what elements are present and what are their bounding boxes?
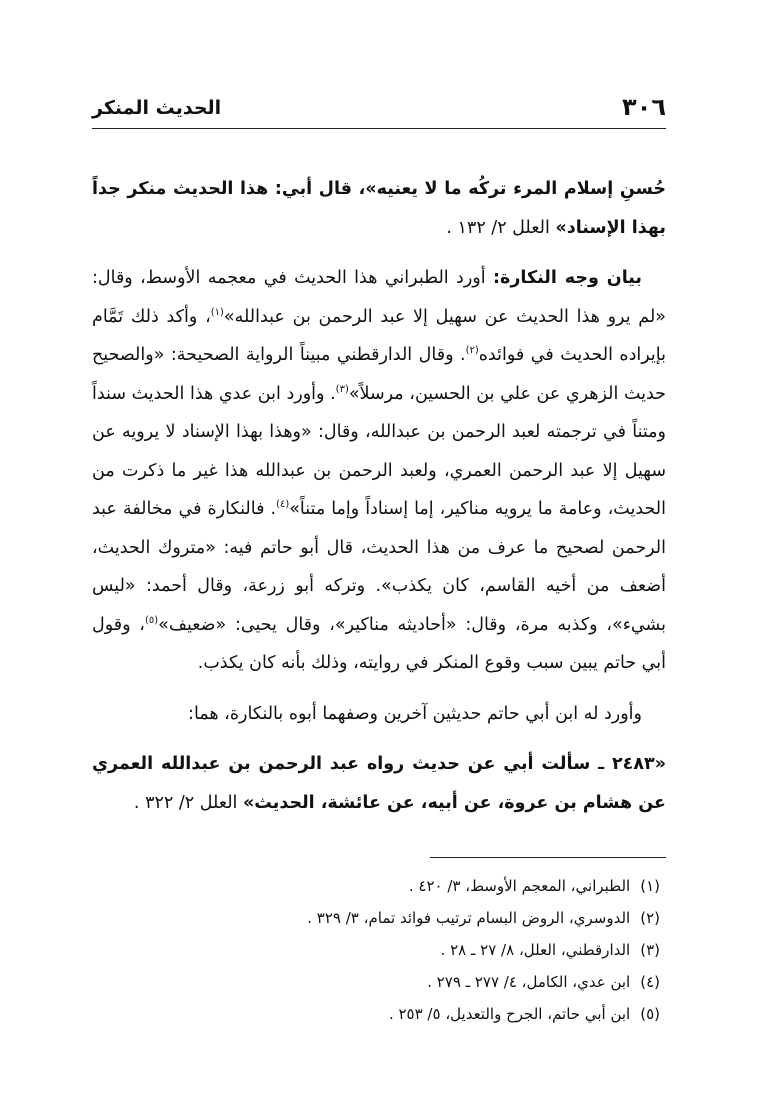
text-run: . وقال الدارقطني مبيناً الرواية الصحيحة: «والصحيح حديث الزهري عن علي بن الحسين، مرسلاً» bbox=[92, 345, 667, 404]
footnote-number: (٣) bbox=[640, 941, 660, 959]
footnote-item bbox=[92, 998, 666, 1030]
paragraph-3: وأورد له ابن أبي حاتم حديثين آخرين وصفهما أبوه بالنكارة، هما: bbox=[188, 703, 642, 724]
quoted-question-text: «٢٤٨٣ ـ سألت أبي عن حديث رواه عبد الرحمن بن عبدالله العمري عن هشام بن عروة، عن أبيه، عن عائشة، الحديث» bbox=[92, 754, 666, 813]
footnote-number: (٢) bbox=[640, 909, 660, 927]
footnote-number: (١) bbox=[640, 877, 660, 895]
section-lead: بيان وجه النكارة: bbox=[492, 268, 642, 288]
text-run: . وأورد ابن عدي هذا الحديث سنداً ومتناً في ترجمته لعبد الرحمن بن عبدالله، وقال: «وهذا بهذا الإسناد لا يرويه عن سهيل إلا عبد الرحمن العمري، ولعبد الرحمن بن عبدالله هذا غير ما ذكرت من الحديث، وعامة ما يرويه مناكير، إما إسناداً وإما متناً» bbox=[92, 383, 666, 519]
reference: العلل ٢/ ٣٢٢ . bbox=[133, 792, 243, 813]
page-header bbox=[92, 92, 666, 126]
footnote-number: (٤) bbox=[640, 973, 660, 991]
footnote-item bbox=[92, 870, 666, 902]
main-text bbox=[92, 170, 666, 822]
header-divider bbox=[92, 128, 666, 129]
footnote-text: ابن عدي، الكامل، ٤/ ٢٧٧ ـ ٢٧٩ . bbox=[427, 973, 631, 991]
footnote-number: (٥) bbox=[640, 1005, 660, 1023]
footnote-marker-3[interactable]: (٣) bbox=[335, 383, 349, 395]
text-run: ، وقول أبي حاتم يبين سبب وقوع المنكر في روايته، وذلك بأنه كان يكذب. bbox=[92, 614, 666, 673]
quoted-hadith-text: حُسنِ إسلام المرء تركُه ما لا يعنيه»، قال أبي: هذا الحديث منكر جداً بهذا الإسناد» bbox=[92, 179, 666, 238]
text-run: ، وأكد ذلك تَمَّام بإيراده الحديث في فوائده bbox=[92, 306, 666, 365]
text-run: أورد الطبراني هذا الحديث في معجمه الأوسط، وقال: «لم يرو هذا الحديث عن سهيل إلا عبد الرحمن بن عبدالله» bbox=[92, 268, 666, 327]
footnote-marker-5[interactable]: (٥) bbox=[144, 614, 159, 626]
footnote-item bbox=[92, 934, 666, 966]
footnote-item bbox=[92, 902, 666, 934]
paragraph-2 bbox=[92, 259, 666, 683]
reference: العلل ٢/ ١٣٢ . bbox=[446, 217, 556, 238]
paragraph-1 bbox=[92, 170, 666, 247]
footnote-text: الطبراني، المعجم الأوسط، ٣/ ٤٢٠ . bbox=[408, 877, 631, 895]
page-number: ٣٠٦ bbox=[622, 93, 666, 121]
text-run: . فالنكارة في مخالفة عبد الرحمن لصحيح ما عرف من هذا الحديث، قال أبو حاتم فيه: «متروك الحديث، أضعف من أخيه القاسم، كان يكذب». وتركه أبو زرعة، وقال أحمد: «ليس بشيء»، وكذبه مرة، وقال: «أحاديثه مناكير»، وقال يحيى: «ضعيف» bbox=[92, 499, 666, 635]
footnote-marker-1[interactable]: (١) bbox=[210, 306, 224, 318]
footnote-marker-2[interactable]: (٢) bbox=[465, 345, 479, 357]
footnotes bbox=[92, 870, 666, 1030]
footnote-text: الدوسري، الروض البسام ترتيب فوائد تمام، ٣/ ٣٢٩ . bbox=[307, 909, 631, 927]
footnote-text: ابن أبي حاتم، الجرح والتعديل، ٥/ ٢٥٣ . bbox=[388, 1005, 631, 1023]
footnote-marker-4[interactable]: (٤) bbox=[276, 499, 290, 511]
running-title: الحديث المنكر bbox=[92, 97, 222, 119]
footnote-text: الدارقطني، العلل، ٨/ ٢٧ ـ ٢٨ . bbox=[440, 941, 631, 959]
paragraph-4 bbox=[92, 745, 666, 822]
footnote-divider bbox=[430, 857, 666, 858]
footnote-item bbox=[92, 966, 666, 998]
